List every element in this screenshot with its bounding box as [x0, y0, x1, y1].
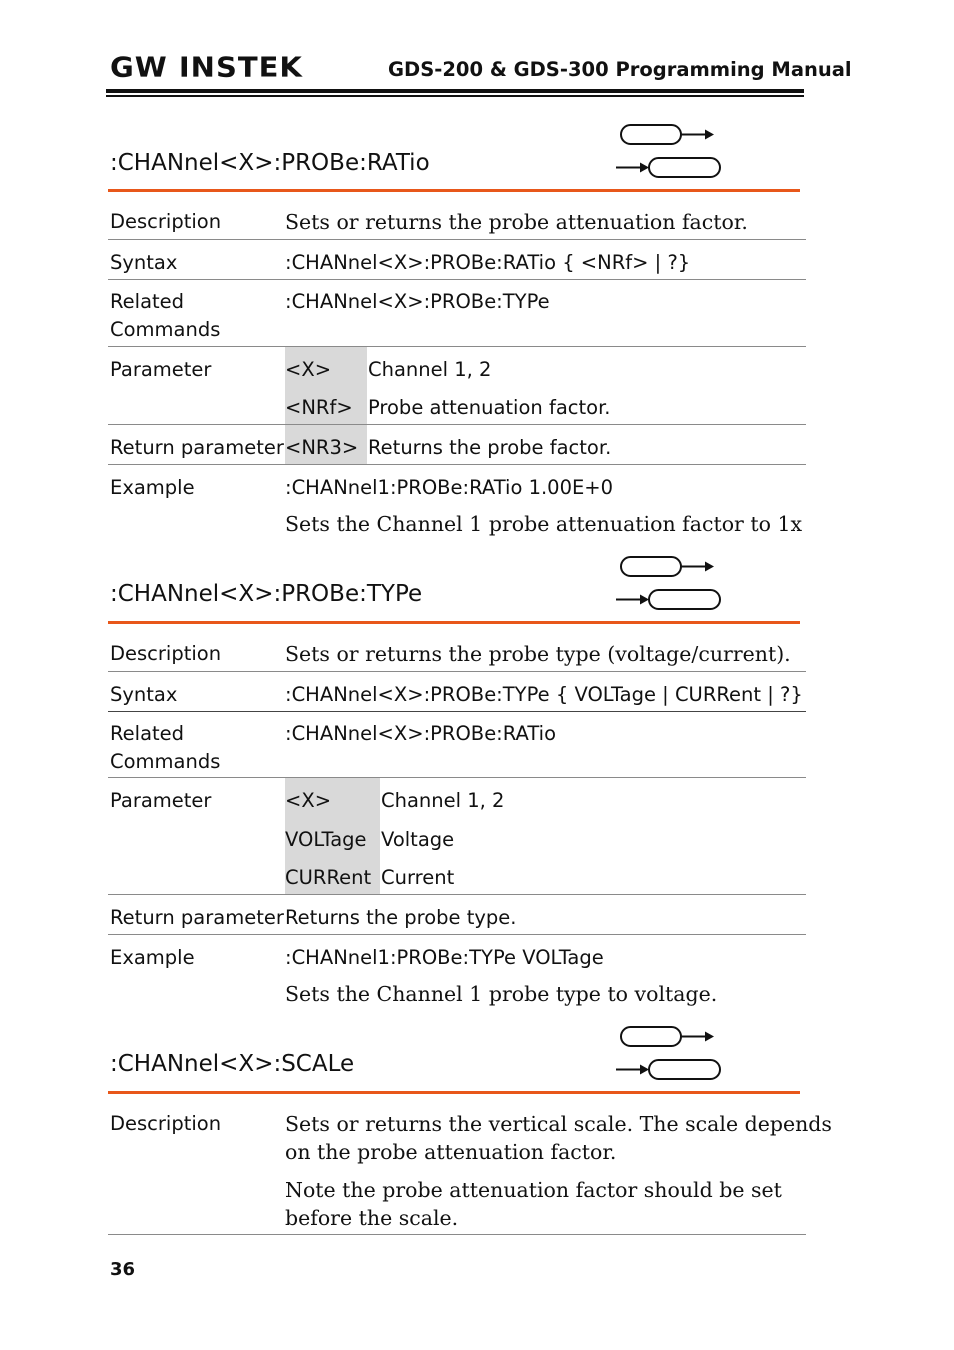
parameter-name: CURRent [285, 866, 372, 889]
parameter-desc: Voltage [381, 828, 455, 851]
parameter-desc: Current [381, 866, 455, 889]
description-text: Sets or returns the vertical scale. The scale depends [285, 1112, 832, 1136]
parameter-name: <NRf> [285, 396, 353, 419]
parameter-name: VOLTage [285, 828, 367, 851]
syntax-text: :CHANnel<X>:PROBe:RATio { <NRf> | ?} [285, 251, 691, 274]
description-text: Sets or returns the probe type (voltage/current). [285, 642, 791, 666]
set-query-icon [614, 552, 724, 612]
row-divider [108, 424, 806, 425]
example-description: Sets the Channel 1 probe attenuation factor to 1x [285, 512, 803, 536]
header-rule [106, 89, 804, 93]
example-command: :CHANnel1:PROBe:TYPe VOLTage [285, 946, 604, 969]
return-parameter-label: Return parameter [110, 906, 284, 929]
description-label: Description [110, 210, 222, 233]
related-commands-text: :CHANnel<X>:PROBe:TYPe [285, 290, 550, 313]
parameter-name: <X> [285, 789, 332, 812]
parameter-desc: Channel 1, 2 [368, 358, 492, 381]
description-label: Description [110, 1112, 222, 1135]
row-divider [108, 464, 806, 465]
parameter-name: <X> [285, 358, 332, 381]
example-command: :CHANnel1:PROBe:RATio 1.00E+0 [285, 476, 614, 499]
row-divider [108, 279, 806, 280]
row-divider [108, 777, 806, 778]
example-label: Example [110, 476, 195, 499]
section-rule [108, 1091, 800, 1094]
parameter-desc: Channel 1, 2 [381, 789, 505, 812]
row-divider [108, 1234, 806, 1235]
parameter-label: Parameter [110, 358, 212, 381]
related-label: Related [110, 722, 185, 745]
section-rule [108, 189, 800, 192]
parameter-desc: Probe attenuation factor. [368, 396, 611, 419]
description-text: on the probe attenuation factor. [285, 1140, 617, 1164]
return-parameter-label: Return parameter [110, 436, 284, 459]
description-note: before the scale. [285, 1206, 459, 1230]
section-title: :CHANnel<X>:PROBe:RATio [110, 150, 430, 176]
return-parameter-desc: Returns the probe factor. [368, 436, 612, 459]
return-parameter-desc: Returns the probe type. [285, 906, 517, 929]
row-divider [108, 711, 806, 712]
row-divider [108, 239, 806, 240]
syntax-label: Syntax [110, 251, 178, 274]
set-query-icon [614, 1022, 724, 1082]
page-number: 36 [110, 1259, 136, 1280]
example-description: Sets the Channel 1 probe type to voltage. [285, 982, 718, 1006]
set-query-icon [614, 120, 724, 180]
related-label-2: Commands [110, 750, 221, 773]
section-title: :CHANnel<X>:PROBe:TYPe [110, 581, 423, 607]
parameter-label: Parameter [110, 789, 212, 812]
syntax-text: :CHANnel<X>:PROBe:TYPe { VOLTage | CURRent | ?} [285, 683, 803, 706]
description-note: Note the probe attenuation factor should be set [285, 1178, 782, 1202]
related-commands-text: :CHANnel<X>:PROBe:RATio [285, 722, 557, 745]
section-title: :CHANnel<X>:SCALe [110, 1051, 355, 1077]
related-label-2: Commands [110, 318, 221, 341]
header-rule-thin [106, 95, 804, 97]
row-divider [108, 346, 806, 347]
gw-instek-logo: GW INSTEK [110, 50, 303, 84]
document-title: GDS-200 & GDS-300 Programming Manual [388, 58, 852, 81]
row-divider [108, 671, 806, 672]
section-rule [108, 621, 800, 624]
row-divider [108, 894, 806, 895]
description-label: Description [110, 642, 222, 665]
example-label: Example [110, 946, 195, 969]
syntax-label: Syntax [110, 683, 178, 706]
related-label: Related [110, 290, 185, 313]
description-text: Sets or returns the probe attenuation factor. [285, 210, 748, 234]
row-divider [108, 934, 806, 935]
return-parameter-name: <NR3> [285, 436, 359, 459]
